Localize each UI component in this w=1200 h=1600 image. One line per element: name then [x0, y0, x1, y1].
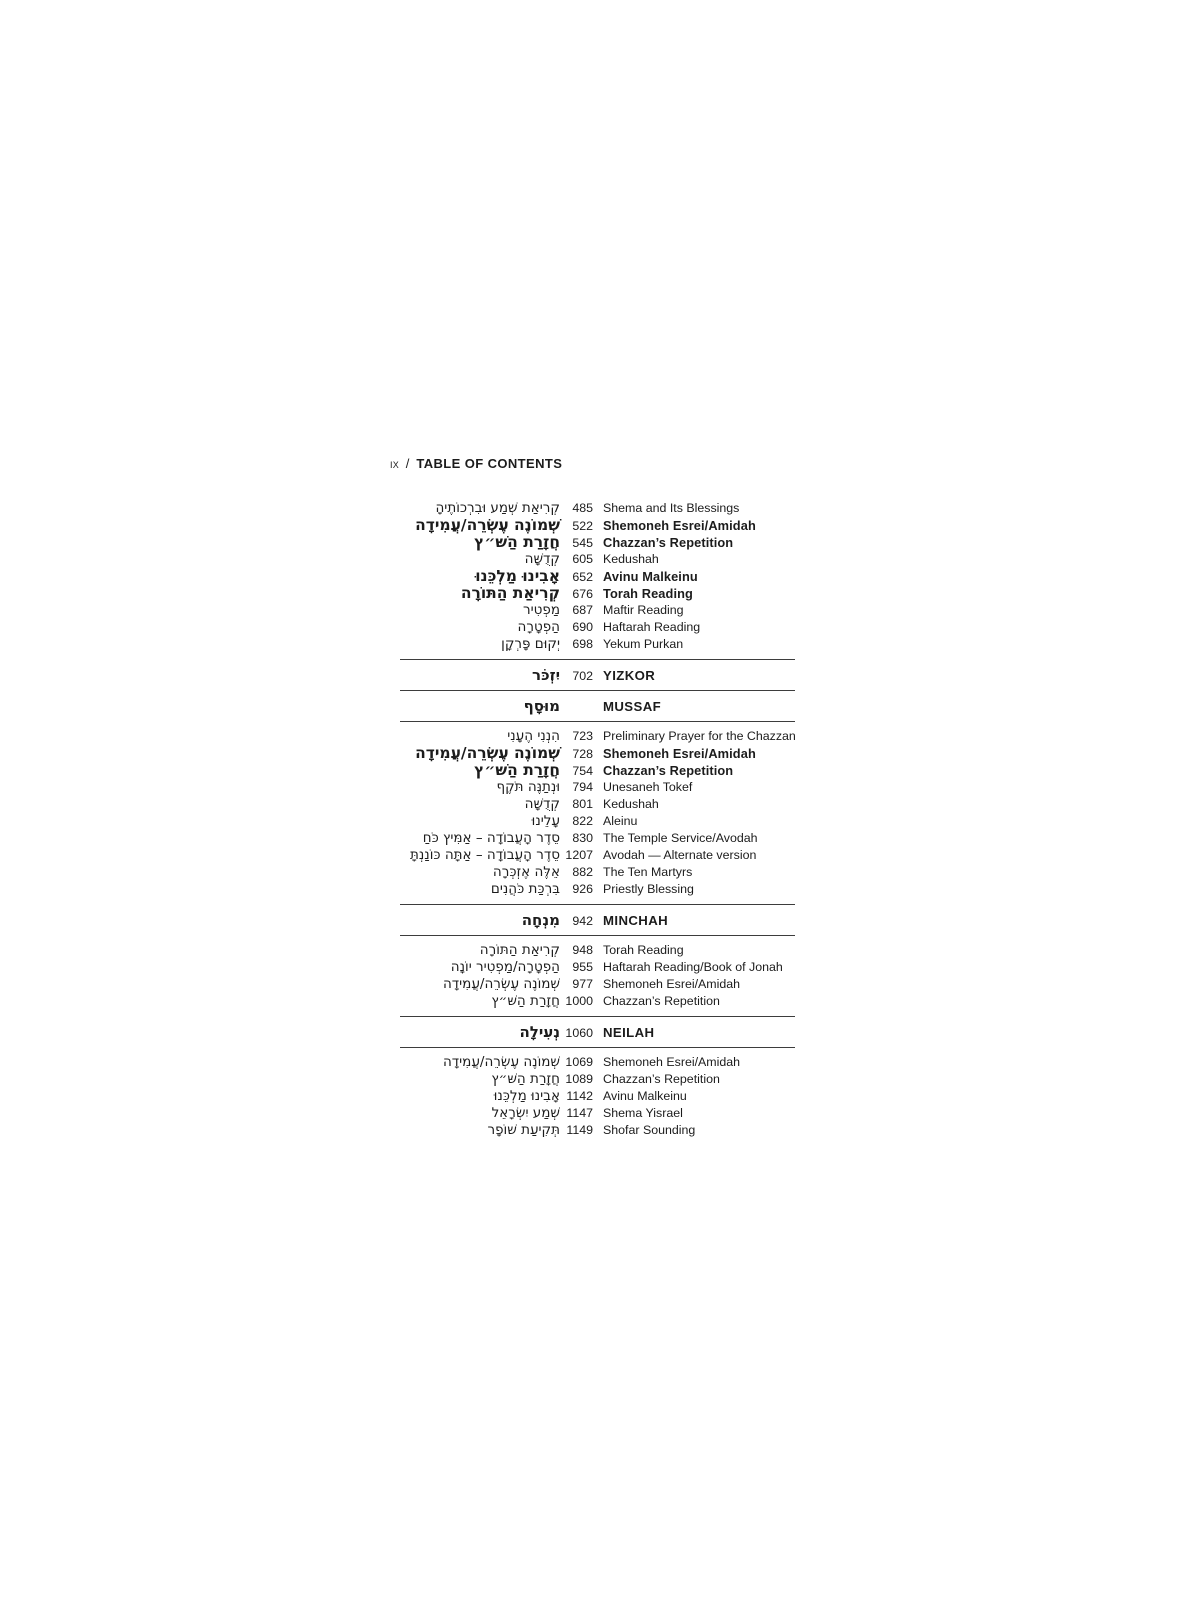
toc-entries-block	[400, 500, 795, 653]
toc-entry	[400, 959, 795, 976]
toc-entry	[400, 1054, 795, 1071]
toc-entry	[400, 728, 795, 745]
toc-entry	[400, 517, 795, 534]
toc-entry-page-number: 485	[572, 501, 593, 515]
toc-entry-title: Chazzan’s Repetition	[603, 763, 734, 778]
toc-entry-page-number: 723	[572, 729, 593, 743]
section-divider	[400, 721, 795, 722]
toc-entry-title: Kedushah	[603, 552, 659, 566]
toc-entry-page-number: 1089	[565, 1072, 593, 1086]
header-separator: /	[405, 456, 410, 471]
toc-entry-page-number: 652	[572, 570, 593, 584]
toc-entry	[400, 881, 795, 898]
toc-entry-page-number: 1069	[565, 1055, 593, 1069]
toc-entry-title: Chazzan’s Repetition	[603, 535, 734, 550]
toc-section-hebrew: מִנְחָה	[521, 911, 560, 929]
toc-entry-page-number: 522	[572, 519, 593, 533]
toc-entry	[400, 745, 795, 762]
toc-entry-title: Shema and Its Blessings	[603, 501, 740, 515]
toc-entry-page-number: 754	[572, 764, 593, 778]
toc-entry-page-number: 1207	[565, 848, 593, 862]
toc-entry-page-number: 822	[572, 814, 593, 828]
toc-entry	[400, 976, 795, 993]
toc-entry-title: Torah Reading	[603, 943, 684, 957]
toc-entry-page-number: 1149	[566, 1123, 593, 1137]
toc-section-title: MINCHAH	[603, 913, 669, 928]
toc-entry	[400, 534, 795, 551]
toc-entry-hebrew: סֵדֶר הָעֲבוֹדָה – אַמִּיץ כֹּחַ	[422, 830, 560, 846]
toc-entry-hebrew: יְקוּם פָּרְקָן	[501, 636, 560, 652]
toc-entry-title: The Ten Martyrs	[603, 865, 693, 879]
toc-entry	[400, 993, 795, 1010]
toc-entry-hebrew: שְׁמוֹנֶה עֶשְׂרֵה/עֲמִידָה	[415, 744, 560, 762]
toc-section-hebrew: נְעִילָה	[519, 1023, 560, 1041]
toc-entry-title: Shemoneh Esrei/Amidah	[603, 518, 756, 533]
toc-entry-page-number: 948	[572, 943, 593, 957]
page-title: TABLE OF CONTENTS	[416, 456, 563, 471]
toc-entry-page-number: 676	[572, 587, 593, 601]
toc-entry	[400, 568, 795, 585]
toc-entry-title: Shemoneh Esrei/Amidah	[603, 1055, 741, 1069]
toc-entry-page-number: 1000	[565, 994, 593, 1008]
toc-entry-page-number: 882	[572, 865, 593, 879]
toc-section-page-number: 942	[572, 914, 593, 928]
toc-entry-title: Avinu Malkeinu	[603, 569, 698, 584]
toc-entry-hebrew: קְרִיאַת הַתּוֹרָה	[460, 584, 560, 602]
toc-entry-hebrew: וּנְתַנֶּה תֹּקֶף	[496, 779, 560, 795]
toc-entry	[400, 864, 795, 881]
toc-section-header	[400, 911, 795, 929]
toc-entry-page-number: 687	[572, 603, 593, 617]
page-header	[390, 456, 562, 471]
folio-number: ix	[390, 457, 399, 471]
toc-entry-page-number: 1142	[566, 1089, 593, 1103]
toc-entry-title: Avinu Malkeinu	[603, 1089, 687, 1103]
toc-entry	[400, 619, 795, 636]
toc-entry-title: Yekum Purkan	[603, 637, 684, 651]
toc-section-title: YIZKOR	[603, 668, 656, 683]
toc-entry-hebrew: אָבִינוּ מַלְכֵּנוּ	[493, 1088, 560, 1104]
section-divider	[400, 659, 795, 660]
toc-list	[400, 494, 795, 1145]
toc-section-title: MUSSAF	[603, 699, 662, 714]
toc-entry-page-number: 955	[572, 960, 593, 974]
toc-entry-hebrew: הַפְטָרָה/מַפְטִיר יוֹנָה	[450, 959, 560, 975]
toc-entry-hebrew: תְּקִיעַת שׁוֹפָר	[487, 1122, 560, 1138]
toc-section-title: NEILAH	[603, 1025, 655, 1040]
toc-section-hebrew: יִזְכֹּר	[532, 666, 560, 684]
toc-entry-title: Maftir Reading	[603, 603, 684, 617]
toc-entry-title: Shofar Sounding	[603, 1123, 696, 1137]
toc-entry-hebrew: קְרִיאַת הַתּוֹרָה	[479, 942, 560, 958]
toc-entry-page-number: 1147	[566, 1106, 593, 1120]
toc-entry	[400, 779, 795, 796]
toc-section-header	[400, 666, 795, 684]
toc-entry	[400, 636, 795, 653]
toc-entry	[400, 551, 795, 568]
toc-entry-title: Avodah — Alternate version	[603, 848, 757, 862]
toc-entry-hebrew: הִנְנִי הֶעָנִי	[507, 728, 560, 744]
toc-entries-block	[400, 728, 795, 898]
toc-section-hebrew: מוּסָף	[523, 697, 560, 715]
toc-section-header	[400, 697, 795, 715]
toc-entry-hebrew: סֵדֶר הָעֲבוֹדָה – אַתָּה כּוֹנַנְתָּ	[410, 847, 560, 863]
toc-entry-title: Priestly Blessing	[603, 882, 694, 896]
toc-entry-page-number: 545	[572, 536, 593, 550]
toc-entry-title: Haftarah Reading	[603, 620, 701, 634]
toc-entry-page-number: 830	[572, 831, 593, 845]
toc-entries-block	[400, 1054, 795, 1139]
toc-entry-title: Shemoneh Esrei/Amidah	[603, 746, 756, 761]
toc-entry	[400, 500, 795, 517]
toc-section-page-number: 702	[572, 669, 593, 683]
toc-section-page-number: 1060	[565, 1026, 593, 1040]
toc-entry-hebrew: שְׁמַע יִשְׂרָאֵל	[491, 1105, 560, 1121]
section-divider	[400, 1016, 795, 1017]
toc-entry	[400, 585, 795, 602]
toc-entry-hebrew: אָבִינוּ מַלְכֵּנוּ	[475, 567, 560, 585]
toc-entry-hebrew: חֲזָרַת הַשּׁ״ץ	[474, 533, 560, 551]
toc-entry-hebrew: אֵלֶּה אֶזְכְּרָה	[492, 864, 560, 880]
toc-entry	[400, 762, 795, 779]
toc-entry-hebrew: חֲזָרַת הַשּׁ״ץ	[491, 993, 560, 1009]
toc-entry	[400, 1122, 795, 1139]
toc-section-header	[400, 1023, 795, 1041]
toc-entry-title: The Temple Service/Avodah	[603, 831, 758, 845]
toc-entry-hebrew: עָלֵינוּ	[531, 813, 560, 829]
section-divider	[400, 1047, 795, 1048]
toc-entry	[400, 1105, 795, 1122]
toc-entries-block	[400, 942, 795, 1010]
toc-entry-page-number: 605	[572, 552, 593, 566]
toc-entry	[400, 602, 795, 619]
toc-entry-title: Chazzan’s Repetition	[603, 994, 720, 1008]
toc-entry	[400, 1071, 795, 1088]
toc-entry-hebrew: חֲזָרַת הַשּׁ״ץ	[474, 761, 560, 779]
toc-entry	[400, 813, 795, 830]
toc-entry-hebrew: קְדֻשָּׁה	[524, 796, 560, 812]
toc-entry-page-number: 794	[572, 780, 593, 794]
toc-entry-hebrew: מַפְטִיר	[523, 602, 560, 618]
toc-entry-title: Haftarah Reading/Book of Jonah	[603, 960, 783, 974]
toc-entry-hebrew: בִּרְכַּת כֹּהֲנִים	[490, 881, 560, 897]
toc-entry	[400, 847, 795, 864]
toc-entry-hebrew: קְדֻשָּׁה	[524, 551, 560, 567]
toc-entry-page-number: 728	[572, 747, 593, 761]
section-divider	[400, 690, 795, 691]
section-divider	[400, 904, 795, 905]
toc-entry-title: Shemoneh Esrei/Amidah	[603, 977, 741, 991]
section-divider	[400, 935, 795, 936]
toc-entry	[400, 942, 795, 959]
toc-entry-page-number: 698	[572, 637, 593, 651]
toc-entry-page-number: 690	[572, 620, 593, 634]
toc-entry-hebrew: שְׁמוֹנֶה עֶשְׂרֵה/עֲמִידָה	[415, 516, 560, 534]
toc-entry-page-number: 926	[572, 882, 593, 896]
toc-entry	[400, 830, 795, 847]
toc-entry-hebrew: שְׁמוֹנֶה עֶשְׂרֵה/עֲמִידָה	[442, 976, 560, 992]
toc-entry-title: Torah Reading	[603, 586, 693, 601]
toc-entry-page-number: 801	[572, 797, 593, 811]
toc-entry-title: Chazzan’s Repetition	[603, 1072, 720, 1086]
toc-entry-hebrew: חֲזָרַת הַשּׁ״ץ	[491, 1071, 560, 1087]
toc-entry-hebrew: הַפְטָרָה	[517, 619, 560, 635]
toc-entry-title: Shema Yisrael	[603, 1106, 683, 1120]
toc-entry-title: Kedushah	[603, 797, 659, 811]
toc-entry-title: Unesaneh Tokef	[603, 780, 693, 794]
toc-entry-hebrew: קְרִיאַת שְׁמַע וּבִרְכוֹתֶיהָ	[435, 500, 560, 516]
toc-entry-hebrew: שְׁמוֹנֶה עֶשְׂרֵה/עֲמִידָה	[442, 1054, 560, 1070]
toc-entry-title: Aleinu	[603, 814, 638, 828]
toc-entry	[400, 796, 795, 813]
toc-entry-page-number: 977	[572, 977, 593, 991]
toc-entry-title: Preliminary Prayer for the Chazzan	[603, 729, 796, 743]
toc-entry	[400, 1088, 795, 1105]
